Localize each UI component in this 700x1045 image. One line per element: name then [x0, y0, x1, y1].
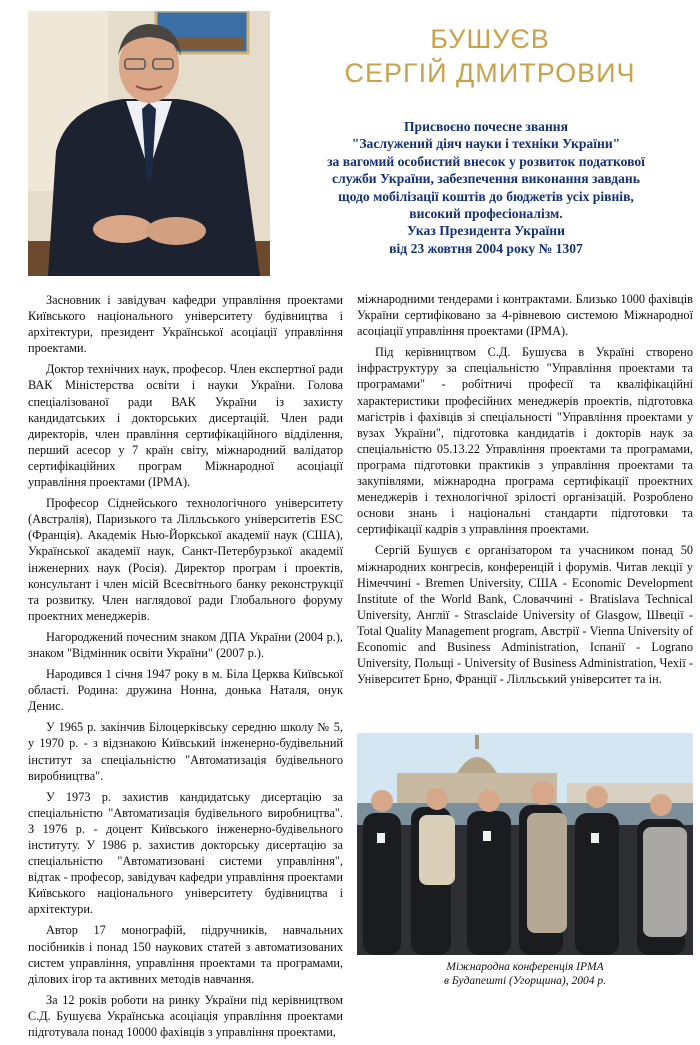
paragraph: міжнародними тендерами і контрактами. Близько 1000 фахівців України сертифіковано за 4-рівневою системою Міжнародної асоціації управління проектами (IPMA). — [357, 292, 693, 339]
award-line: служби України, забезпечення виконання завдань — [332, 171, 640, 187]
paragraph: Сергій Бушуєв є організатором та учасником понад 50 міжнародних конгресів, конференцій і форумів. Читав лекції у Німеччині - Bremen University, США - Economic Development Institute of the World Bank, Словаччині - Bratislava Technical University, Англії - Strasclaide University of Glasgow, Швеції - Total Quality Management program, Австрії - Vienna University of Economic and Business Administration, Іспанії - Lograno University, Польщі - University of Business Administration, Чехії - Університет Брно, Франції - Лілльський університет та ін. — [357, 543, 693, 687]
award-line: "Заслужений діяч науки і техніки України" — [351, 136, 621, 152]
photo-caption — [357, 960, 693, 988]
paragraph: Засновник і завідувач кафедри управління проектами Київського національного університету будівництва і архітектури, президент Української асоціації управління проектами. — [28, 293, 343, 356]
given-names: СЕРГІЙ ДМИТРОВИЧ — [344, 58, 636, 88]
body-column-left — [28, 292, 343, 1045]
award-line: Присвоєно почесне звання — [403, 119, 568, 134]
body-column-right — [357, 291, 693, 692]
award-line: від 23 жовтня 2004 року № 1307 — [389, 240, 583, 256]
paragraph: Доктор технічних наук, професор. Член експертної ради ВАК Міністерства освіти і науки України. Голова спеціалізованої ради ВАК України із захисту кандидатських і докторських дисертацій. Член ради директорів, член правління сертифікаційного відділення, перший асесор у 7 країн світу, міжнародний валідатор сертифікаційних програм Міжнародної асоціації управління проектами (IPMA). — [28, 362, 343, 490]
portrait-illustration — [28, 11, 270, 276]
paragraph: Народився 1 січня 1947 року в м. Біла Церква Київської області. Родина: дружина Нонна, донька Наталя, онук Денис. — [28, 667, 343, 714]
paragraph: За 12 років роботи на ринку України під керівництвом С.Д. Бушуєва Українська асоціація управління проектами підготувала понад 10000 фахівців з управління проектами, — [28, 992, 343, 1040]
portrait-photo — [28, 11, 270, 276]
person-name — [280, 22, 700, 90]
paragraph: Професор Сіднейського технологічного університету (Австралія), Паризького та Лілльського університетів ESC (Франція). Академік Нью-Йоркської академії наук (США), Української академії наук, Санкт-Петербурзької академії інженерних наук (Росія). Директор програм і проектів, консультант і член місій Всесвітнього банку реконструкції та розвитку. Член наглядової ради Глобального форуму проектних менеджерів. — [28, 496, 343, 623]
conference-group-photo — [357, 733, 693, 955]
award-line: за вагомий особистий внесок у розвиток податкової — [327, 153, 645, 169]
award-line: щодо мобілізації коштів до бюджетів усіх рівнів, — [338, 188, 634, 204]
award-statement — [272, 118, 700, 257]
paragraph: Під керівництвом С.Д. Бушуєва в Україні створено інфраструктуру за спеціальністю "Управління проектами та програмами" - робітничі професії та кваліфікаційні характеристики професійних менеджерів проектів, підготовка магістрів і фахівців зі спеціальності "Управління проектами у вузах України", підготовка кандидатів і докторів наук за спеціальністю 05.13.22 Управління проектами та програмами, програма підготовки практиків з управління проектами та закупівлями, міжнародна програма сертифікації проектних менеджерів і технологічної зрілості організацій. Розроблено основи знань і національні стандарти підготовки та сертифікації кадрів з управління проектами. — [357, 345, 693, 537]
conference-photo-illustration — [357, 733, 693, 955]
paragraph: Нагороджений почесним знаком ДПА України (2004 р.), знаком "Відмінник освіти України" (2007 р.). — [28, 629, 343, 660]
paragraph: У 1973 р. захистив кандидатську дисертацію за спеціальністю "Автоматизація будівельного виробництва". З 1976 р. - доцент Київського інженерно-будівельного інституту. У 1986 р. захистив докторську дисертацію за спеціальністю "Автоматизовані системи управління", відтак - професор, завідувач кафедри управління проектами Київського національного університету будівництва і архітектури. — [28, 789, 343, 917]
award-line: Указ Президента України — [407, 223, 565, 239]
paragraph: Автор 17 монографій, підручників, навчальних посібників і понад 150 наукових статей з автоматизованих систем управління, управління проектами та програмами, ділових ігор та активних методів навчання. — [28, 923, 343, 986]
caption-line: в Будапешті (Угорщина), 2004 р. — [443, 975, 606, 987]
surname: БУШУЄВ — [430, 24, 550, 54]
paragraph: У 1965 р. закінчив Білоцерківську середню школу № 5, у 1970 р. - з відзнакою Київський інженерно-будівельний інститут за спеціальністю "Автоматизація будівельного виробництва". — [28, 720, 343, 783]
award-line: високий професіоналізм. — [409, 206, 563, 222]
caption-line: Міжнародна конференція IPMA — [446, 961, 604, 973]
